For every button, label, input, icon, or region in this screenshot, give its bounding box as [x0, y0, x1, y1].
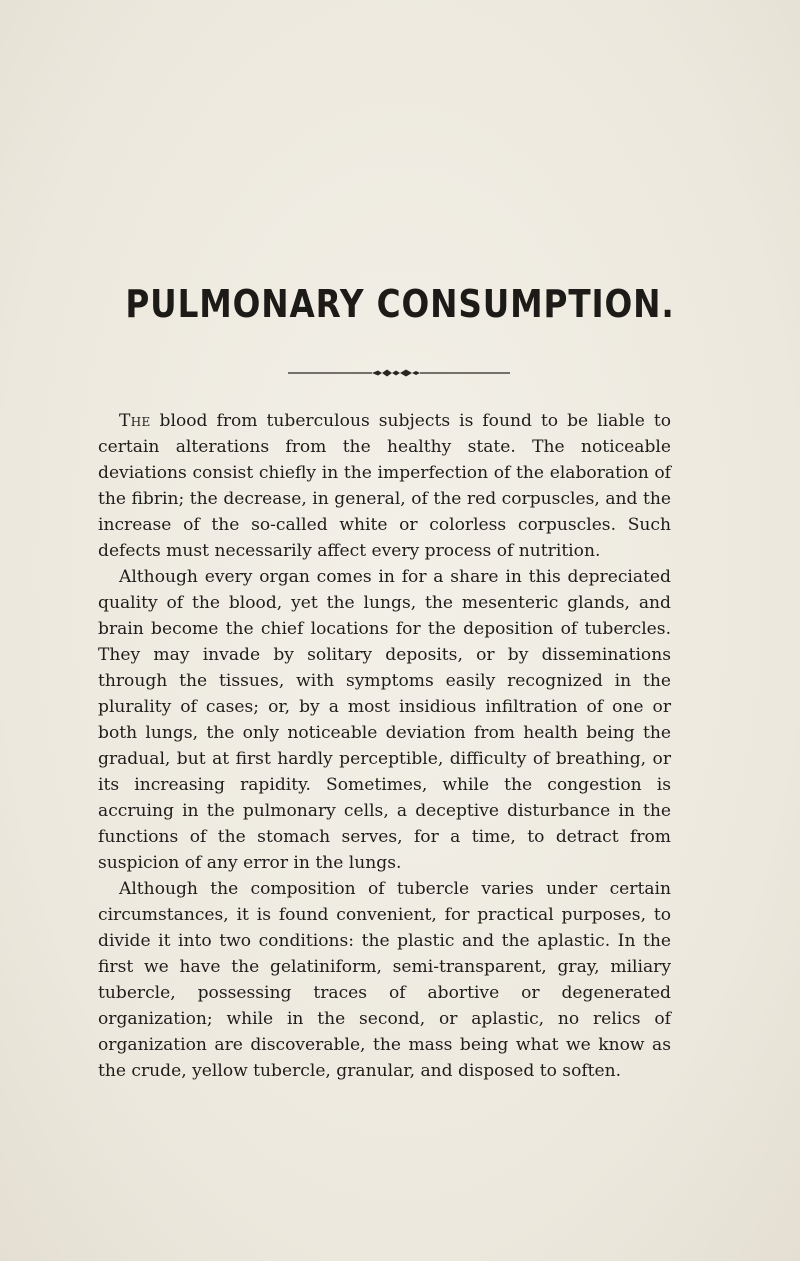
section-divider-ornament: [288, 368, 510, 378]
page-title: PULMONARY CONSUMPTION.: [125, 282, 675, 326]
paragraph: Although the composition of tubercle varies under certain circumstances, it is found convenient, for practical purposes, to divide it into two conditions: the plastic and the aplastic. In the first we have the gelatiniform, semi-transparent, gray, miliary tubercle, possessing traces of abortive or degenerated organization; while in the second, or aplastic, no relics of organization are discoverable, the mass being what we know as the crude, yellow tubercle, granular, and disposed to soften.: [98, 879, 671, 1081]
paragraph: [98, 408, 671, 564]
body-text: [98, 408, 671, 1084]
paragraph-lead-word: The: [119, 411, 151, 431]
paragraph: Although every organ comes in for a share in this depreciated quality of the blood, yet the lungs, the mesenteric glands, and brain become the chief locations for the deposition of tubercles. They may invade by solitary deposits, or by disseminations through the tissues, with symptoms easily recognized in the plurality of cases; or, by a most insidious infiltration of one or both lungs, the only noticeable deviation from health being the gradual, but at first hardly perceptible, difficulty of breathing, or its increasing rapidity. Sometimes, while the congestion is accruing in the pulmonary cells, a deceptive disturbance in the functions of the stomach serves, for a time, to detract from suspicion of any error in the lungs.: [98, 567, 671, 873]
paragraph-text: blood from tuberculous subjects is found to be liable to certain alterations from the healthy state. The noticeable deviations consist chiefly in the imperfection of the elaboration of the fibrin; the decrease, in general, of the red corpuscles, and the increase of the so-called white or colorless corpuscles. Such defects must necessarily affect every process of nutrition.: [98, 411, 671, 561]
